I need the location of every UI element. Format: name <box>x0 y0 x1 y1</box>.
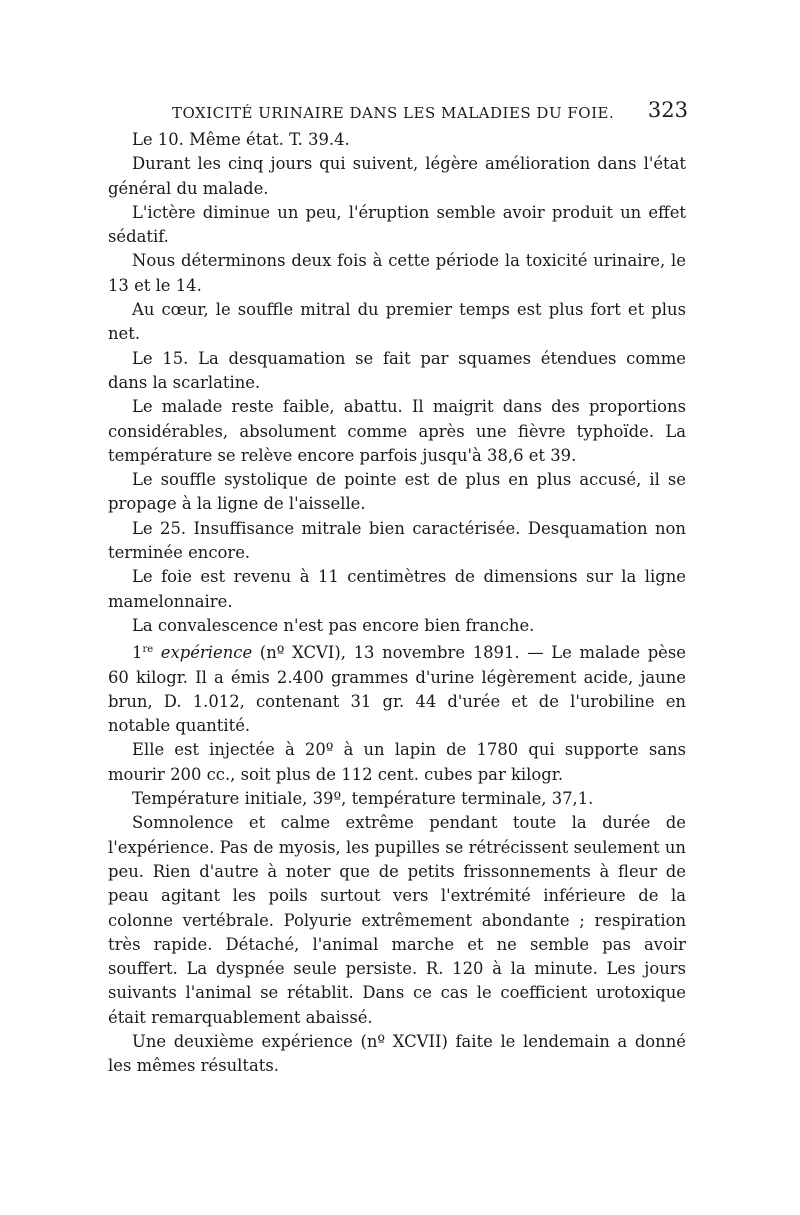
running-head <box>108 98 688 126</box>
running-title: TOXICITÉ URINAIRE DANS LES MALADIES DU FOIE. <box>172 104 615 122</box>
paragraph: Une deuxième expérience (nº XCVII) faite le lendemain a donné les mêmes résultats. <box>108 1031 686 1076</box>
paragraph: Durant les cinq jours qui suivent, légère amélioration dans l'état général du malade. <box>108 154 686 198</box>
paragraph: La convalescence n'est pas encore bien franche. <box>132 615 535 635</box>
experiment-paragraph <box>108 638 686 738</box>
paragraph: Le 15. La desquamation se fait par squames étendues comme dans la scarlatine. <box>108 348 686 392</box>
paragraph: Le 25. Insuffisance mitrale bien caractérisée. Desquamation non terminée encore. <box>108 518 686 563</box>
paragraph: Le foie est revenu à 11 centimètres de dimensions sur la ligne mamelonnaire. <box>108 567 686 611</box>
paragraph: Elle est injectée à 20º à un lapin de 1780 qui supporte sans mourir 200 cc., soit plus de 112 cent. cubes par kilogr. <box>108 740 686 784</box>
paragraph: Nous déterminons deux fois à cette période la toxicité urinaire, le 13 et le 14. <box>108 251 686 295</box>
experiment-number: 1 <box>132 643 143 663</box>
paragraph: Au cœur, le souffle mitral du premier temps est plus fort et plus net. <box>108 300 686 344</box>
paragraph: Le souffle systolique de pointe est de plus en plus accusé, il se propage à la ligne de l'aisselle. <box>108 470 686 514</box>
paragraph: Somnolence et calme extrême pendant toute la durée de l'expérience. Pas de myosis, les pupilles se rétrécissent seulement un peu. Rien d'autre à noter que de petits frissonnements à fleur de peau agitant les poils surtout vers l'extrémité inférieure de la colonne vertébrale. Polyurie extrêmement abondante ; respiration très rapide. Détaché, l'animal marche et ne semble pas avoir souffert. La dyspnée seule persiste. R. 120 à la minute. Les jours suivants l'animal se rétablit. Dans ce cas le coefficient urotoxique était remarquablement abaissé. <box>108 813 686 1027</box>
paragraph: Le malade reste faible, abattu. Il maigrit dans des proportions considérables, absolument comme après une fièvre typhoïde. La température se relève encore parfois jusqu'à 38,6 et 39. <box>108 397 686 465</box>
paragraph: Le 10. Même état. T. 39.4. <box>132 130 350 149</box>
experiment-label: expérience <box>160 643 253 663</box>
experiment-ordinal: re <box>142 644 154 656</box>
paragraph: L'ictère diminue un peu, l'éruption semble avoir produit un effet sédatif. <box>108 202 686 247</box>
paragraph: Température initiale, 39º, température terminale, 37,1. <box>132 789 594 809</box>
body-text <box>108 128 686 1079</box>
page-number: 323 <box>647 98 688 122</box>
experiment-details: (nº XCVI), 13 novembre 1891. — Le malade pèse 60 kilogr. Il a émis 2.400 grammes d'urine légèrement acide, jaune brun, D. 1.012, contenant 31 gr. 44 d'urée et de l'urobiline en notable quantité. <box>108 643 686 736</box>
